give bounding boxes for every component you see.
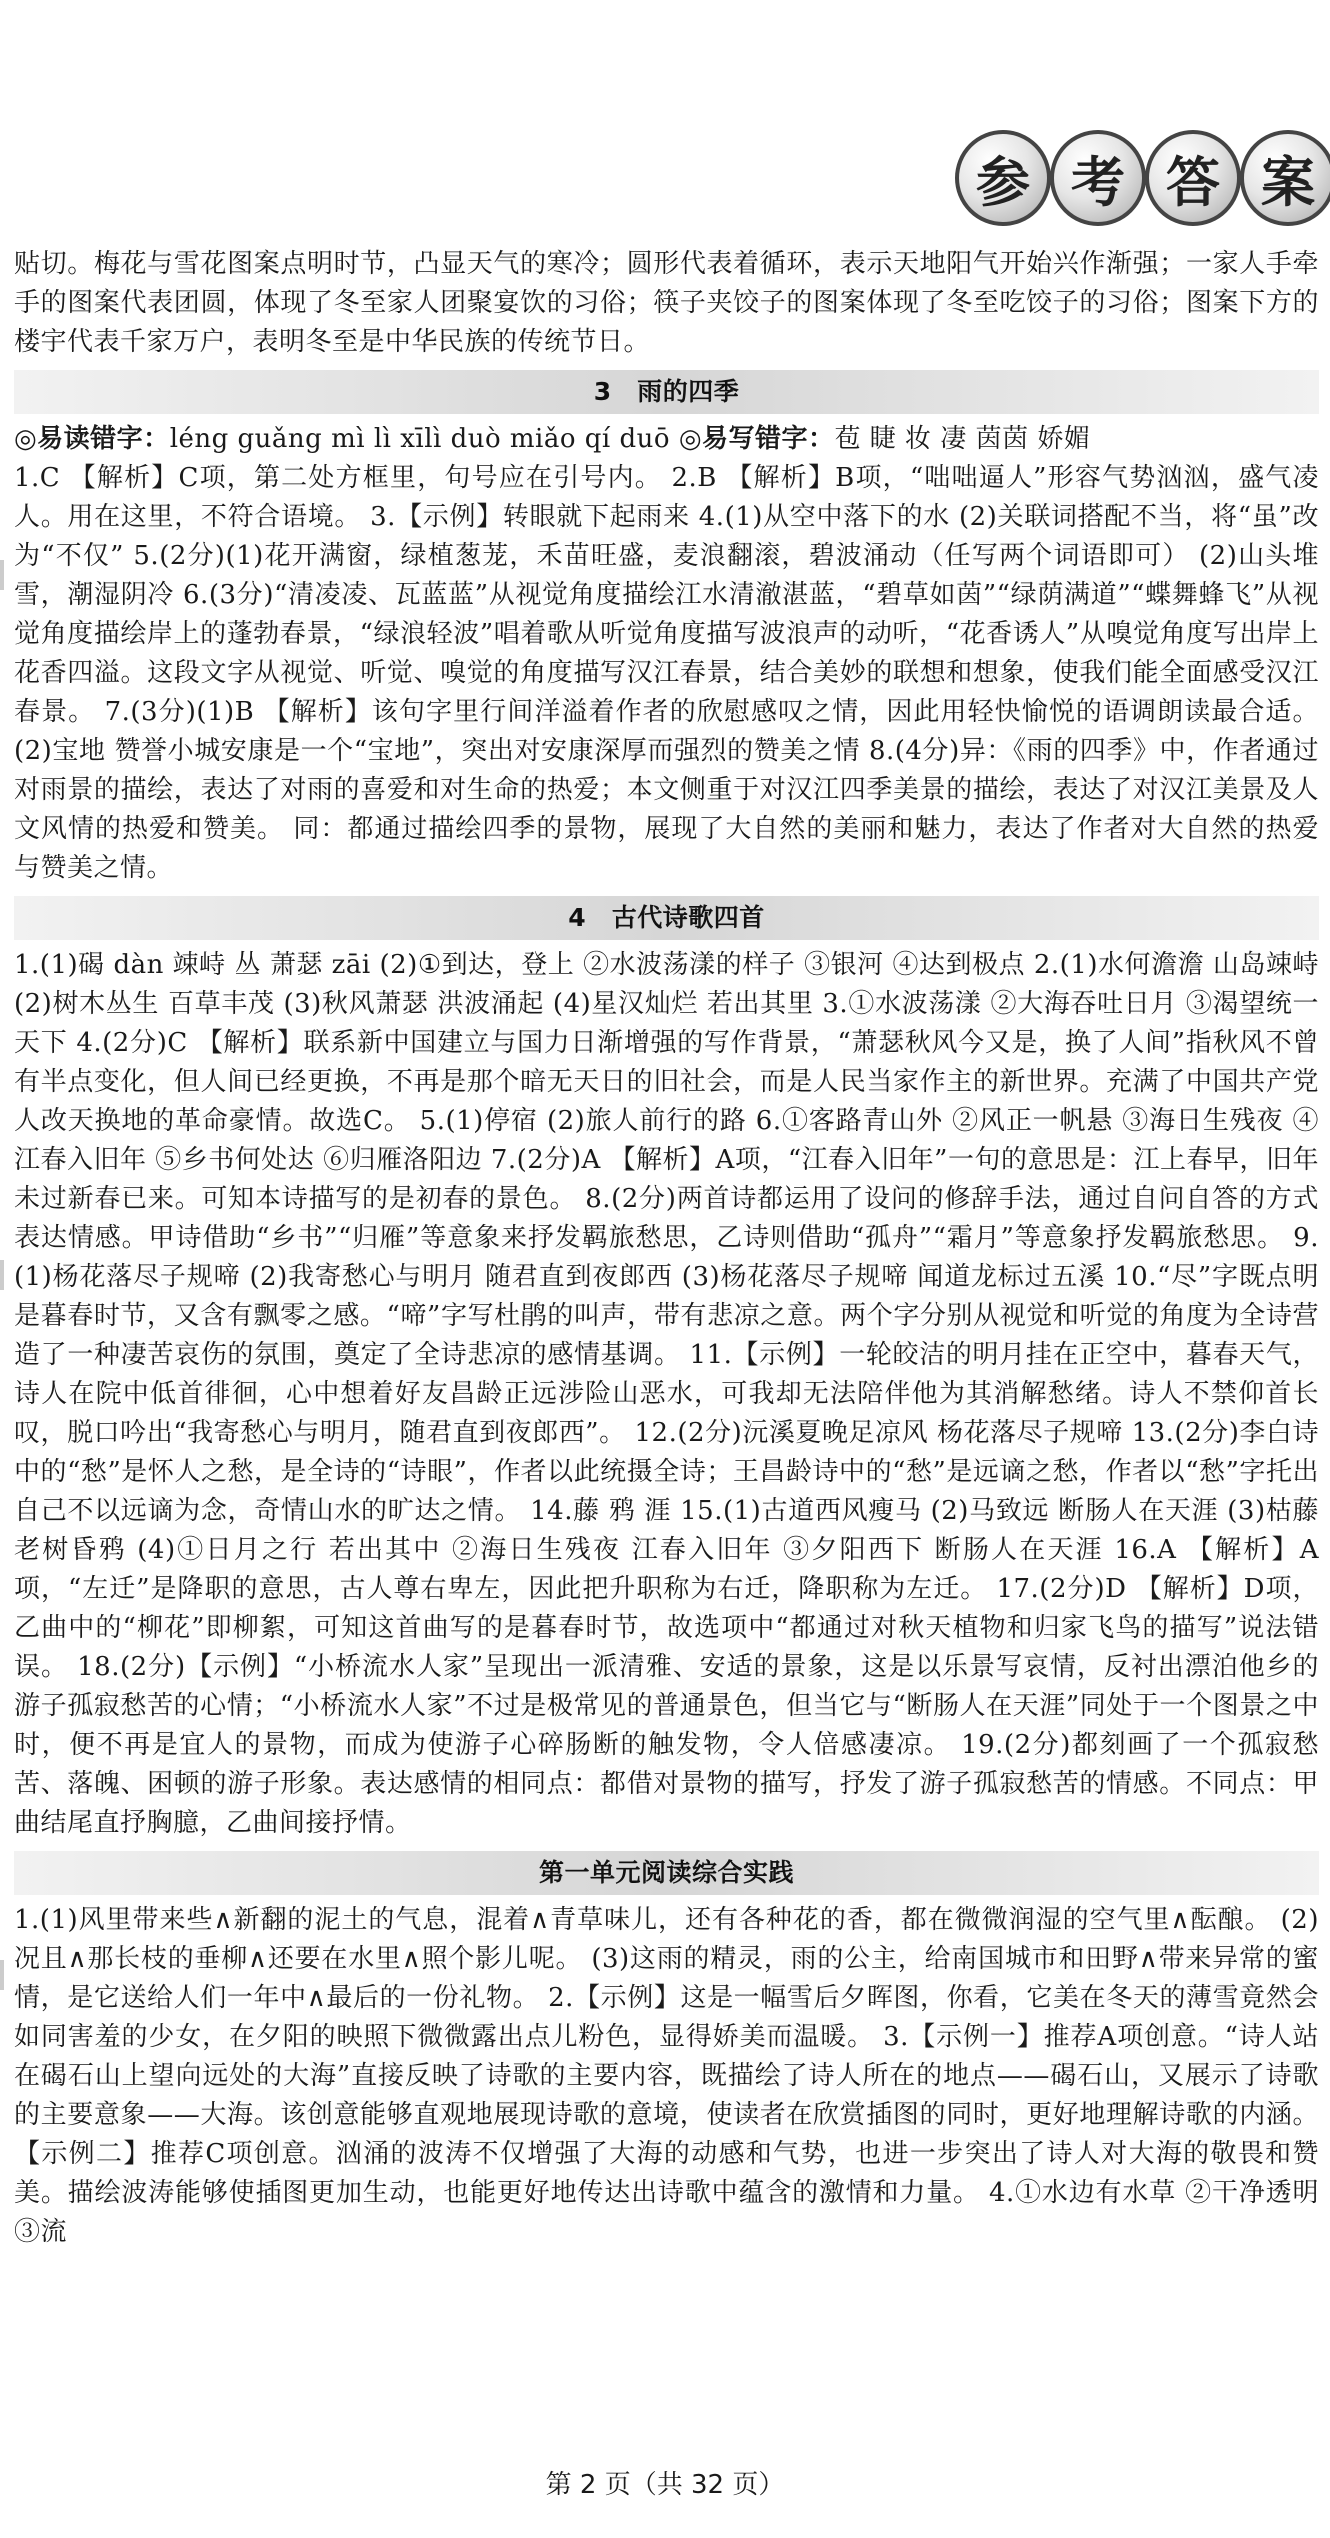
page-number: 第 2 页（共 32 页） — [545, 2470, 785, 2500]
typo-line — [14, 420, 1319, 459]
logo-char: 参 — [955, 130, 1051, 226]
write-label: ◎易写错字： — [678, 424, 835, 454]
section-title-4: 4 古代诗歌四首 — [14, 896, 1319, 940]
section3-answers: 1.C 【解析】C项，第二处方框里，句号应在引号内。 2.B 【解析】B项，“咄咄逼人”形容气势汹汹，盛气凌人。用在这里，不符合语境。 3.【示例】转眼就下起雨来 4.(1)从空中落下的水 (2)关联词搭配不当，将“虽”改为“不仅” 5.(2分)(1)花开满窗，绿植葱茏，禾苗旺盛，麦浪翻滚，碧波涌动（任写两个词语即可） (2)山头堆雪，潮湿阴冷 6.(3分)“清凌凌、瓦蓝蓝”从视觉角度描绘江水清澈湛蓝，“碧草如茵”“绿荫满道”“蝶舞蜂飞”从视觉角度描绘岸上的蓬勃春景，“绿浪轻波”唱着歌从听觉角度描写波浪声的动听，“花香诱人”从嗅觉角度写出岸上花香四溢。这段文字从视觉、听觉、嗅觉的角度描写汉江春景，结合美妙的联想和想象，使我们能全面感受汉江春景。 7.(3分)(1)B 【解析】该句字里行间洋溢着作者的欣慰感叹之情，因此用轻快愉悦的语调朗读最合适。 (2)宝地 赞誉小城安康是一个“宝地”，突出对安康深厚而强烈的赞美之情 8.(4分)异：《雨的四季》中，作者通过对雨景的描绘，表达了对雨的喜爱和对生命的热爱；本文侧重于对汉江四季美景的描绘，表达了对汉江美景及人文风情的热爱和赞美。 同：都通过描绘四季的景物，展现了大自然的美丽和魅力，表达了作者对大自然的热爱与赞美之情。 — [14, 463, 1319, 883]
margin-mark — [0, 560, 4, 590]
logo-char: 考 — [1050, 130, 1146, 226]
margin-mark — [0, 1960, 4, 1990]
answer-content — [14, 245, 1319, 2252]
logo-char: 答 — [1145, 130, 1241, 226]
write-text: 苞 睫 妆 凄 茵茵 娇媚 — [834, 424, 1091, 454]
section-title-3: 3 雨的四季 — [14, 370, 1319, 414]
read-label: ◎易读错字： — [14, 424, 170, 454]
margin-mark — [0, 1260, 4, 1290]
logo-char: 案 — [1240, 130, 1330, 226]
intro-paragraph: 贴切。梅花与雪花图案点明时节，凸显天气的寒冷；圆形代表着循环，表示天地阳气开始兴作渐强；一家人手牵手的图案代表团圆，体现了冬至家人团聚宴饮的习俗；筷子夹饺子的图案体现了冬至吃饺子的习俗；图案下方的楼宇代表千家万户，表明冬至是中华民族的传统节日。 — [14, 249, 1319, 357]
answer-key-logo — [950, 130, 1330, 240]
read-text: léng guǎng mì lì xīlì duò miǎo qí duō — [169, 424, 679, 454]
unit-title: 第一单元阅读综合实践 — [14, 1851, 1319, 1895]
unit-answers: 1.(1)风里带来些∧新翻的泥土的气息，混着∧青草味儿，还有各种花的香，都在微微润湿的空气里∧酝酿。 (2)况且∧那长枝的垂柳∧还要在水里∧照个影儿呢。 (3)这雨的精灵，雨的公主，给南国城市和田野∧带来异常的蜜情，是它送给人们一年中∧最后的一份礼物。 2.【示例】这是一幅雪后夕晖图，你看，它美在冬天的薄雪竟然会如同害羞的少女，在夕阳的映照下微微露出点儿粉色，显得娇美而温暖。 3.【示例一】推荐A项创意。“诗人站在碣石山上望向远处的大海”直接反映了诗歌的主要内容，既描绘了诗人所在的地点——碣石山，又展示了诗歌的主要意象——大海。该创意能够直观地展现诗歌的意境，使读者在欣赏插图的同时，更好地理解诗歌的内涵。 【示例二】推荐C项创意。汹涌的波涛不仅增强了大海的动感和气势，也进一步突出了诗人对大海的敬畏和赞美。描绘波涛能够使插图更加生动，也能更好地传达出诗歌中蕴含的激情和力量。 4.①水边有水草 ②干净透明 ③流 — [14, 1905, 1319, 2247]
section4-answers: 1.(1)碣 dàn 竦峙 丛 萧瑟 zāi (2)①到达，登上 ②水波荡漾的样子 ③银河 ④达到极点 2.(1)水何澹澹 山岛竦峙 (2)树木丛生 百草丰茂 (3)秋风萧瑟 洪波涌起 (4)星汉灿烂 若出其里 3.①水波荡漾 ②大海吞吐日月 ③渴望统一天下 4.(2分)C 【解析】联系新中国建立与国力日渐增强的写作背景，“萧瑟秋风今又是，换了人间”指秋风不曾有半点变化，但人间已经更换，不再是那个暗无天日的旧社会，而是人民当家作主的新世界。充满了中国共产党人改天换地的革命豪情。故选C。 5.(1)停宿 (2)旅人前行的路 6.①客路青山外 ②风正一帆悬 ③海日生残夜 ④江春入旧年 ⑤乡书何处达 ⑥归雁洛阳边 7.(2分)A 【解析】A项，“江春入旧年”一句的意思是：江上春早，旧年未过新春已来。可知本诗描写的是初春的景色。 8.(2分)两首诗都运用了设问的修辞手法，通过自问自答的方式表达情感。甲诗借助“乡书”“归雁”等意象来抒发羁旅愁思，乙诗则借助“孤舟”“霜月”等意象抒发羁旅愁思。 9.(1)杨花落尽子规啼 (2)我寄愁心与明月 随君直到夜郎西 (3)杨花落尽子规啼 闻道龙标过五溪 10.“尽”字既点明是暮春时节，又含有飘零之感。“啼”字写杜鹃的叫声，带有悲凉之意。两个字分别从视觉和听觉的角度为全诗营造了一种凄苦哀伤的氛围，奠定了全诗悲凉的感情基调。 11.【示例】一轮皎洁的明月挂在正空中，暮春天气，诗人在院中低首徘徊，心中想着好友昌龄正远涉险山恶水，可我却无法陪伴他为其消解愁绪。诗人不禁仰首长叹，脱口吟出“我寄愁心与明月，随君直到夜郎西”。 12.(2分)沅溪夏晚足凉风 杨花落尽子规啼 13.(2分)李白诗中的“愁”是怀人之愁，是全诗的“诗眼”，作者以此统摄全诗；王昌龄诗中的“愁”是远谪之愁，作者以“愁”字托出自己不以远谪为念，奇情山水的旷达之情。 14.藤 鸦 涯 15.(1)古道西风瘦马 (2)马致远 断肠人在天涯 (3)枯藤老树昏鸦 (4)①日月之行 若出其中 ②海日生残夜 江春入旧年 ③夕阳西下 断肠人在天涯 16.A 【解析】A项，“左迁”是降职的意思，古人尊右卑左，因此把升职称为右迁，降职称为左迁。 17.(2分)D 【解析】D项，乙曲中的“柳花”即柳絮，可知这首曲写的是暮春时节，故选项中“都通过对秋天植物和归家飞鸟的描写”说法错误。 18.(2分)【示例】“小桥流水人家”呈现出一派清雅、安适的景象，这是以乐景写哀情，反衬出漂泊他乡的游子孤寂愁苦的心情；“小桥流水人家”不过是极常见的普通景色，但当它与“断肠人在天涯”同处于一个图景之中时，便不再是宜人的景物，而成为使游子心碎肠断的触发物，令人倍感凄凉。 19.(2分)都刻画了一个孤寂愁苦、落魄、困顿的游子形象。表达感情的相同点：都借对景物的描写，抒发了游子孤寂愁苦的情感。不同点：甲曲结尾直抒胸臆，乙曲间接抒情。 — [14, 950, 1319, 1838]
